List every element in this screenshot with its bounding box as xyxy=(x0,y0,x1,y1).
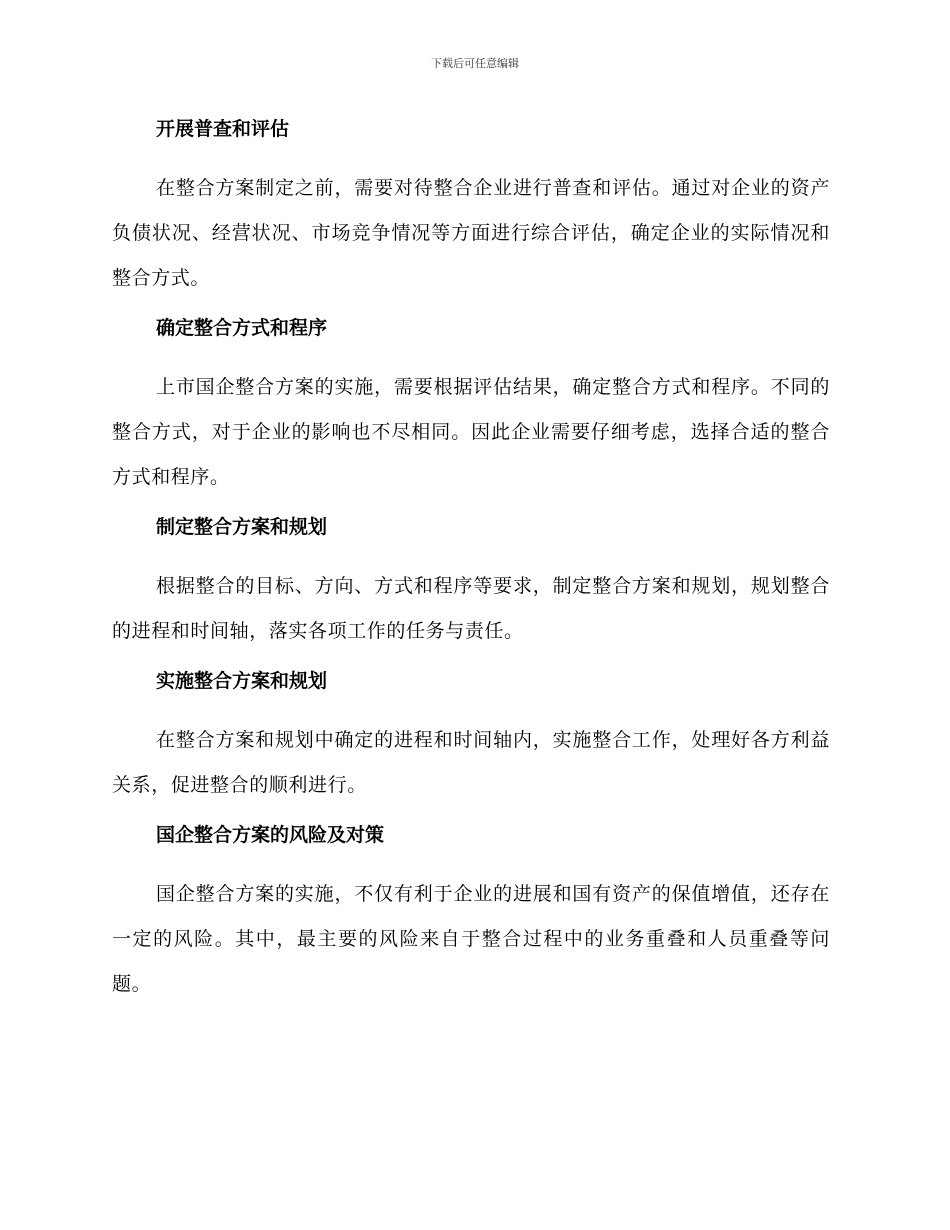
section-paragraph: 在整合方案制定之前，需要对待整合企业进行普查和评估。通过对企业的资产负债状况、经营状况、市场竞争情况等方面进行综合评估，确定企业的实际情况和整合方式。 xyxy=(112,177,830,289)
section xyxy=(112,512,830,654)
section-heading: 确定整合方式和程序 xyxy=(156,317,328,339)
section-heading: 开展普查和评估 xyxy=(156,118,290,140)
section-paragraph: 根据整合的目标、方向、方式和程序等要求，制定整合方案和规划，规划整合的进程和时间轴，落实各项工作的任务与责任。 xyxy=(112,575,830,642)
section-paragraph: 国企整合方案的实施，不仅有利于企业的进展和国有资产的保值增值，还存在一定的风险。其中，最主要的风险来自于整合过程中的业务重叠和人员重叠等问题。 xyxy=(112,883,830,995)
section xyxy=(112,666,830,808)
section xyxy=(112,313,830,500)
section-heading: 国企整合方案的风险及对策 xyxy=(156,824,385,846)
section xyxy=(112,114,830,301)
section-paragraph: 在整合方案和规划中确定的进程和时间轴内，实施整合工作，处理好各方利益关系，促进整合的顺利进行。 xyxy=(112,729,830,796)
section-heading: 制定整合方案和规划 xyxy=(156,516,328,538)
section xyxy=(112,820,830,1007)
page-header-note: 下载后可任意编辑 xyxy=(431,57,519,70)
section-heading: 实施整合方案和规划 xyxy=(156,670,328,692)
section-paragraph: 上市国企整合方案的实施，需要根据评估结果，确定整合方式和程序。不同的整合方式，对于企业的影响也不尽相同。因此企业需要仔细考虑，选择合适的整合方式和程序。 xyxy=(112,376,830,488)
document-body xyxy=(112,114,830,1019)
